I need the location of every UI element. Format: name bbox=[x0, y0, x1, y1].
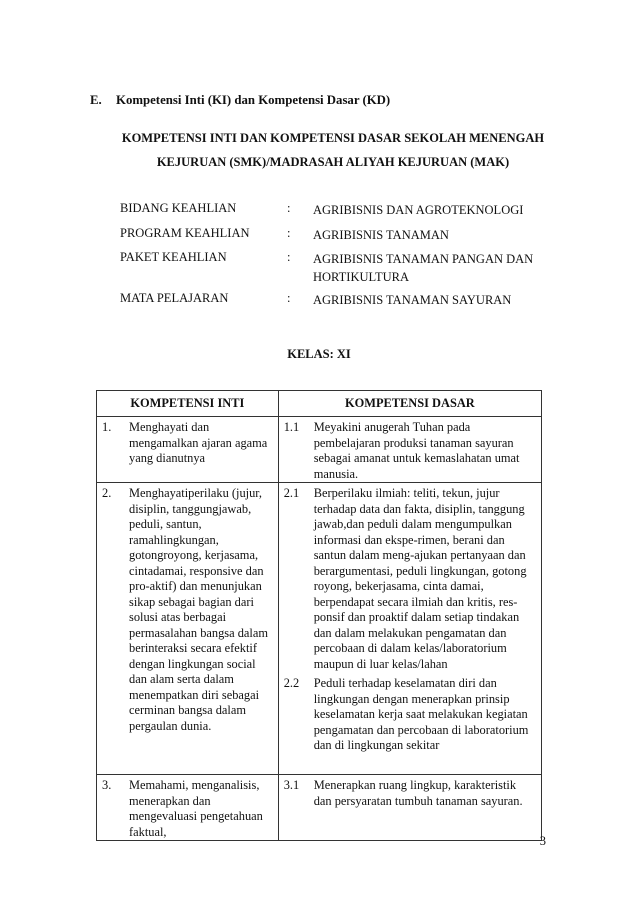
info-label: BIDANG KEAHLIAN bbox=[120, 201, 237, 215]
header-kd: KOMPETENSI DASAR bbox=[278, 391, 541, 417]
kd-number: 2.1 bbox=[283, 486, 300, 500]
kd-text: Berperilaku ilmiah: teliti, tekun, jujur terhadap data dan fakta, disiplin, tanggung jawab,dan peduli dalam mengumpulkan informasi dan ekspe-rimen, berani dan santun dalam meng-ajukan pertanyaan dan berargumentasi, peduli lingkungan, gotong royong, bekerjasama, cinta damai, berpendapat secara ilmiah dan kritis, res-ponsif dan proaktif dalam setiap tindakan dan dalam melakukan pengamatan dan percobaan di dalam kelas/laboratorium maupun di luar kelas/lahan bbox=[313, 486, 527, 671]
section-title: Kompetensi Inti (KI) dan Kompetensi Dasar (KD) bbox=[116, 93, 391, 107]
info-separator: : bbox=[287, 226, 291, 240]
kd-cell bbox=[278, 775, 541, 841]
kd-item bbox=[284, 420, 537, 482]
header-ki: KOMPETENSI INTI bbox=[97, 391, 279, 417]
kd-cell bbox=[278, 483, 541, 775]
ki-cell bbox=[97, 417, 279, 483]
table-row bbox=[97, 483, 542, 775]
kd-number: 3.1 bbox=[283, 778, 300, 792]
info-label: MATA PELAJARAN bbox=[120, 291, 229, 305]
kelas-label: KELAS: XI bbox=[287, 347, 351, 361]
info-value: AGRIBISNIS TANAMAN bbox=[313, 228, 449, 242]
info-value: AGRIBISNIS TANAMAN SAYURAN bbox=[313, 293, 512, 307]
ki-text: Memahami, menganalisis, menerapkan dan mengevaluasi pengetahuan faktual, bbox=[129, 778, 263, 839]
ki-number: 1. bbox=[102, 420, 112, 434]
document-subtitle-line2: KEJURUAN (SMK)/MADRASAH ALIYAH KEJURUAN (MAK) bbox=[156, 155, 510, 169]
info-value: AGRIBISNIS TANAMAN PANGAN DAN HORTIKULTURA bbox=[313, 252, 534, 284]
info-label: PROGRAM KEAHLIAN bbox=[120, 226, 250, 240]
competency-table bbox=[96, 390, 542, 841]
kd-text: Peduli terhadap keselamatan diri dan lingkungan dengan menerapkan prinsip keselamatan kerja saat melakukan kegiatan pengamatan dan percobaan di laboratorium dan di lingkungan sekitar bbox=[313, 676, 529, 752]
kd-text: Meyakini anugerah Tuhan pada pembelajaran produksi tanaman sayuran sebagai amanat untuk kemaslahatan umat manusia. bbox=[313, 420, 520, 481]
info-separator: : bbox=[287, 250, 291, 264]
info-separator: : bbox=[287, 201, 291, 215]
page-number: 3 bbox=[539, 834, 546, 848]
ki-cell bbox=[97, 483, 279, 775]
kd-text: Menerapkan ruang lingkup, karakteristik dan persyaratan tumbuh tanaman sayuran. bbox=[313, 778, 523, 808]
info-separator: : bbox=[287, 291, 291, 305]
kd-number: 1.1 bbox=[283, 420, 300, 434]
ki-number: 2. bbox=[102, 486, 112, 500]
table-row bbox=[97, 775, 542, 841]
info-value: AGRIBISNIS DAN AGROTEKNOLOGI bbox=[313, 203, 524, 217]
section-heading bbox=[90, 93, 390, 108]
section-number: E. bbox=[90, 93, 102, 107]
kd-item bbox=[284, 486, 537, 672]
ki-text: Menghayatiperilaku (jujur, disiplin, tanggungjawab, peduli, santun, ramahlingkungan, gotongroyong, kerjasama, cintadamai, responsive dan pro-aktif) dan menunjukan sikap sebagai bagian dari solusi atas berbagai permasalahan bangsa dalam berinteraksi secara efektif dengan lingkungan social dan alam serta dalam menempatkan diri sebagai cerminan bangsa dalam pergaulan dunia. bbox=[129, 486, 268, 733]
table-header-row bbox=[97, 391, 542, 417]
ki-cell bbox=[97, 775, 279, 841]
kd-number: 2.2 bbox=[283, 676, 300, 690]
kd-cell bbox=[278, 417, 541, 483]
info-label: PAKET KEAHLIAN bbox=[120, 250, 227, 264]
kd-item bbox=[284, 676, 537, 754]
document-subtitle-line1: KOMPETENSI INTI DAN KOMPETENSI DASAR SEKOLAH MENENGAH bbox=[121, 131, 545, 145]
table-row bbox=[97, 417, 542, 483]
ki-number: 3. bbox=[102, 778, 112, 792]
kd-item bbox=[284, 778, 537, 809]
ki-text: Menghayati dan mengamalkan ajaran agama yang dianutnya bbox=[129, 420, 268, 465]
